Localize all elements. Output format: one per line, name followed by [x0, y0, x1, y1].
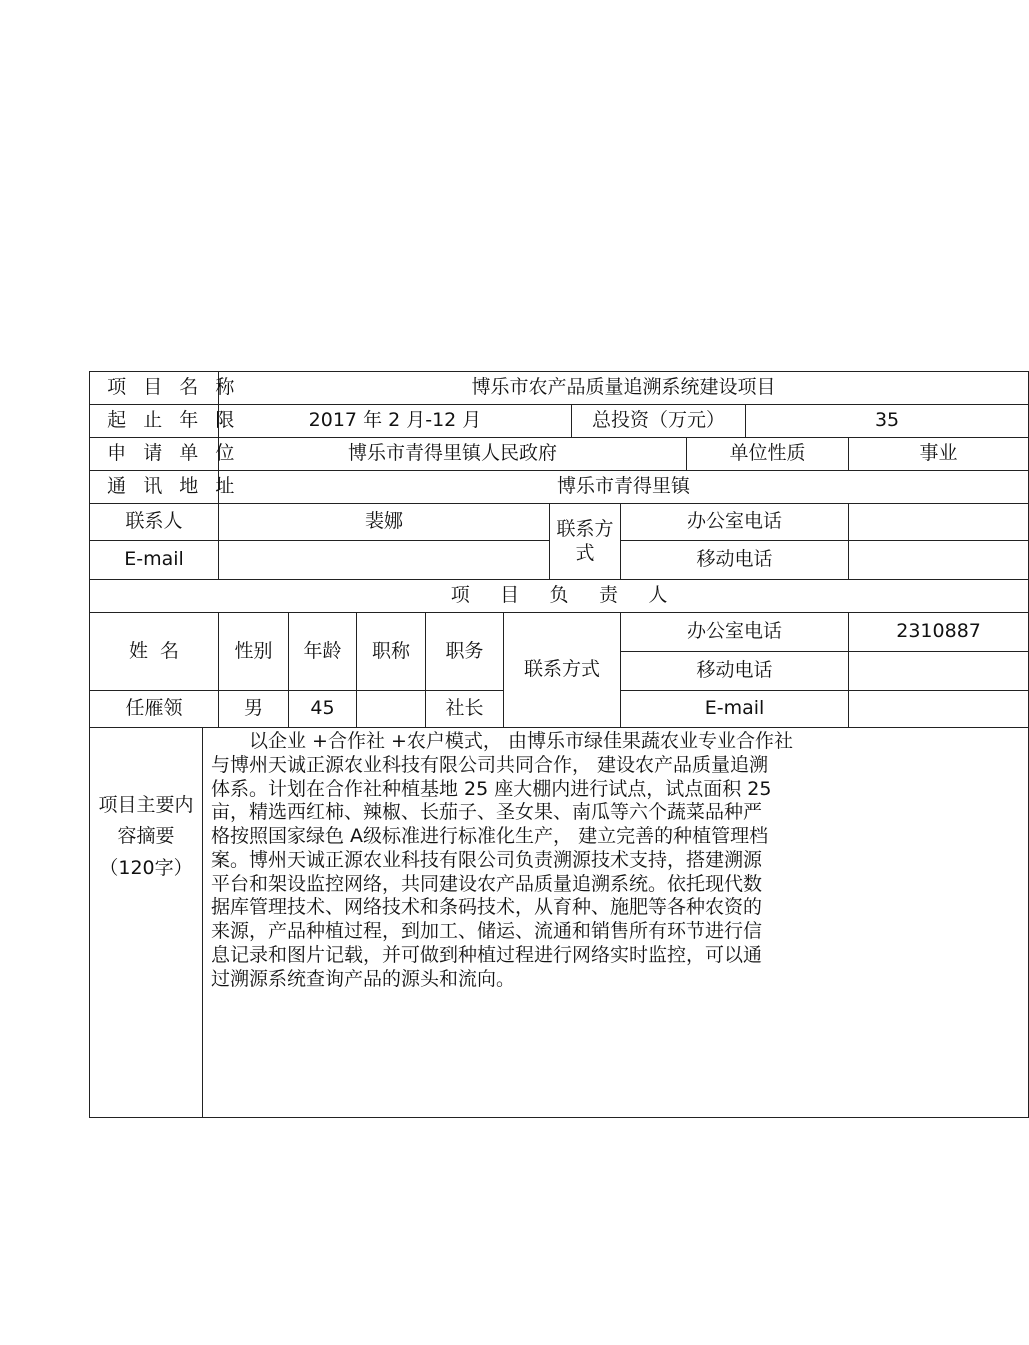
summary-line: 来源，产品种植过程，到加工、储运、流通和销售所有环节进行信 [211, 920, 763, 942]
row-leader-header-1 [90, 613, 1029, 652]
leader-mobile-value [849, 652, 1029, 691]
row-leader-title [90, 580, 1029, 613]
leader-name-value: 任雁领 [90, 691, 219, 728]
period-label: 起止年限 [90, 405, 219, 438]
applicant-value: 博乐市青得里镇人民政府 [219, 438, 687, 471]
row-applicant [90, 438, 1029, 471]
row-address [90, 471, 1029, 504]
contact-mobile-value [849, 541, 1029, 580]
row-contact-person [90, 504, 1029, 541]
summary-line: 体系。计划在合作社种植基地 25 座大棚内进行试点，试点面积 25 [211, 777, 772, 800]
contact-person-label: 联系人 [90, 504, 219, 541]
summary-line: 息记录和图片记载，并可做到种植过程进行网络实时监控，可以通 [211, 943, 763, 966]
contact-mobile-label: 移动电话 [621, 541, 849, 580]
leader-section-title: 项目负责人 [90, 580, 1029, 613]
unit-nature-label: 单位性质 [687, 438, 849, 471]
leader-email-value [849, 691, 1029, 728]
summary-label: 项目主要内容摘要（120字） [90, 728, 203, 1118]
investment-value: 35 [746, 405, 1029, 438]
summary-line: 平台和架设监控网络，共同建设农产品质量追溯系统。依托现代数 [211, 872, 763, 895]
summary-line: 以企业 +合作社 +农户模式， 由博乐市绿佳果蔬农业专业合作社 [249, 730, 793, 752]
period-value: 2017 年 2 月-12 月 [219, 405, 572, 438]
investment-label: 总投资（万元） [572, 405, 746, 438]
summary-content [203, 728, 1029, 1118]
leader-mobile-label: 移动电话 [621, 652, 849, 691]
project-name-value: 博乐市农产品质量追溯系统建设项目 [219, 372, 1029, 405]
contact-email-label: E-mail [90, 541, 219, 580]
contact-method-label: 联系方式 [550, 504, 621, 580]
summary-line: 格按照国家绿色 A级标准进行标准化生产， 建立完善的种植管理档 [211, 825, 769, 847]
row-project-name [90, 372, 1029, 405]
leader-gender-header: 性别 [219, 613, 289, 691]
project-application-form [89, 371, 981, 1118]
leader-title-header: 职称 [357, 613, 426, 691]
summary-line: 与博州天诚正源农业科技有限公司共同合作， 建设农产品质量追溯 [211, 753, 769, 776]
summary-line: 案。博州天诚正源农业科技有限公司负责溯源技术支持，搭建溯源 [211, 848, 763, 871]
project-name-label: 项目名称 [90, 372, 219, 405]
applicant-label: 申请单位 [90, 438, 219, 471]
leader-name-header: 姓 名 [90, 613, 219, 691]
leader-title-value [357, 691, 426, 728]
form-table [89, 371, 1029, 1118]
summary-line: 亩，精选西红柿、辣椒、长茄子、圣女果、南瓜等六个蔬菜品种严 [211, 801, 763, 824]
leader-age-value: 45 [289, 691, 357, 728]
leader-position-value: 社长 [426, 691, 504, 728]
summary-line: 过溯源系统查询产品的源头和流向。 [211, 967, 516, 990]
leader-gender-value: 男 [219, 691, 289, 728]
address-label: 通讯地址 [90, 471, 219, 504]
summary-line: 据库管理技术、网络技术和条码技术，从育种、施肥等各种农资的 [211, 896, 763, 919]
contact-email-value [219, 541, 550, 580]
leader-email-label: E-mail [621, 691, 849, 728]
contact-office-phone-value [849, 504, 1029, 541]
address-value: 博乐市青得里镇 [219, 471, 1029, 504]
leader-office-phone-label: 办公室电话 [621, 613, 849, 652]
contact-person-value: 裴娜 [219, 504, 550, 541]
contact-office-phone-label: 办公室电话 [621, 504, 849, 541]
leader-office-phone-value: 2310887 [849, 613, 1029, 652]
leader-method-label: 联系方式 [504, 613, 621, 728]
leader-age-header: 年龄 [289, 613, 357, 691]
unit-nature-value: 事业 [849, 438, 1029, 471]
row-summary [90, 728, 1029, 1118]
leader-position-header: 职务 [426, 613, 504, 691]
row-period [90, 405, 1029, 438]
